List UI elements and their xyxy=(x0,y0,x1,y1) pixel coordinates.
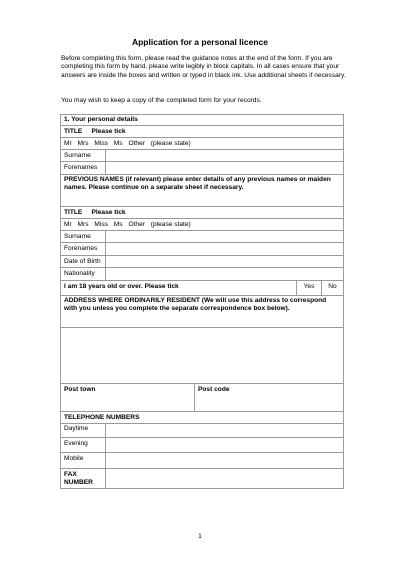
prev-title-option-ms[interactable]: Ms xyxy=(113,221,123,228)
prev-title-row xyxy=(61,207,344,219)
intro-copy-note: You may wish to keep a copy of the completed form for your records. xyxy=(61,97,262,104)
fax-label: FAX NUMBER xyxy=(61,469,106,489)
forenames-field[interactable] xyxy=(106,162,344,175)
prev-forenames-label: Forenames xyxy=(61,243,106,256)
dob-field[interactable] xyxy=(106,256,344,268)
intro-instructions: Before completing this form, please read the guidance notes at the end of the form. If you are completing this form by hand, please write legibly in block capitals. In all cases ensure that your answers are inside the boxes and written or typed in black ink. Use additional sheets if necessary. xyxy=(61,55,346,79)
page-number: 1 xyxy=(198,533,202,540)
title-option-mrs[interactable]: Mrs xyxy=(77,140,89,147)
title-options xyxy=(61,138,344,150)
prev-surname-field[interactable] xyxy=(106,231,344,243)
title-option-state: (please state) xyxy=(150,140,191,147)
post-town-label[interactable]: Post town xyxy=(61,384,195,412)
telephone-heading: TELEPHONE NUMBERS xyxy=(61,412,344,424)
title-row xyxy=(61,126,344,138)
fax-field[interactable] xyxy=(106,469,344,489)
address-field[interactable] xyxy=(61,328,344,384)
age-check-label: I am 18 years old or over. Please tick xyxy=(61,281,297,296)
section1-heading: 1. Your personal details xyxy=(61,115,344,126)
dob-label: Date of Birth xyxy=(61,256,106,268)
previous-names-heading: PREVIOUS NAMES (if relevant) please enter details of any previous names or maiden names. Please continue on a separate sheet if necessary. xyxy=(61,175,344,207)
daytime-label: Daytime xyxy=(61,424,106,438)
nationality-field[interactable] xyxy=(106,268,344,281)
prev-title-label: TITLE xyxy=(64,209,83,216)
prev-title-option-state: (please state) xyxy=(150,221,191,228)
prev-surname-label: Surname xyxy=(61,231,106,243)
prev-please-tick-label: Please tick xyxy=(91,209,126,216)
personal-licence-form xyxy=(60,114,344,489)
title-option-miss[interactable]: Miss xyxy=(94,140,108,147)
prev-title-options xyxy=(61,219,344,231)
please-tick-label: Please tick xyxy=(91,128,126,135)
forenames-label: Forenames xyxy=(61,162,106,175)
mobile-label: Mobile xyxy=(61,453,106,469)
post-code-label[interactable]: Post code xyxy=(195,384,344,412)
age-check-yes[interactable]: Yes xyxy=(297,281,322,296)
prev-forenames-field[interactable] xyxy=(106,243,344,256)
evening-field[interactable] xyxy=(106,438,344,453)
title-option-other[interactable]: Other xyxy=(128,140,145,147)
evening-label: Evening xyxy=(61,438,106,453)
title-label: TITLE xyxy=(64,128,83,135)
title-option-ms[interactable]: Ms xyxy=(113,140,123,147)
daytime-field[interactable] xyxy=(106,424,344,438)
title-option-mr[interactable]: Mr xyxy=(64,140,72,147)
nationality-label: Nationality xyxy=(61,268,106,281)
page-title: Application for a personal licence xyxy=(131,37,269,47)
prev-title-option-mr[interactable]: Mr xyxy=(64,221,72,228)
age-check-no[interactable]: No xyxy=(322,281,344,296)
surname-field[interactable] xyxy=(106,150,344,162)
prev-title-option-other[interactable]: Other xyxy=(128,221,145,228)
prev-title-option-mrs[interactable]: Mrs xyxy=(77,221,89,228)
surname-label: Surname xyxy=(61,150,106,162)
prev-title-option-miss[interactable]: Miss xyxy=(94,221,108,228)
address-heading: ADDRESS WHERE ORDINARILY RESIDENT (We will use this address to correspond with you unless you complete the separate correspondence box below). xyxy=(61,296,344,328)
mobile-field[interactable] xyxy=(106,453,344,469)
